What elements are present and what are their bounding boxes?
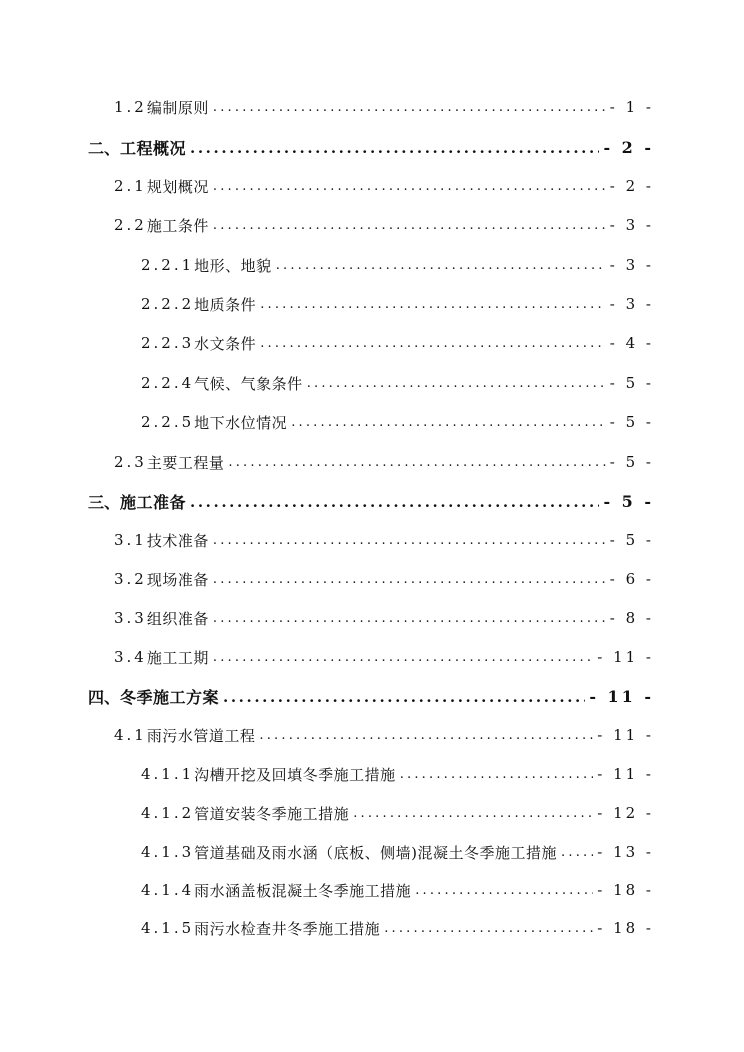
toc-entry-page: - 8 - xyxy=(609,609,654,627)
toc-entry-page: - 5 - xyxy=(609,374,654,392)
dot-leader xyxy=(190,135,599,159)
dot-leader xyxy=(561,840,593,864)
dot-leader xyxy=(223,684,585,708)
toc-entry-page: - 13 - xyxy=(597,843,654,861)
toc-entry-page: - 3 - xyxy=(609,256,654,274)
toc-entry-page: - 11 - xyxy=(597,765,654,783)
toc-entry-number: 2.2.1 xyxy=(141,256,195,274)
toc-entry[interactable] xyxy=(141,762,654,786)
toc-entry-number: 4.1.3 xyxy=(141,843,195,861)
toc-entry[interactable] xyxy=(88,489,654,513)
dot-leader xyxy=(400,762,594,786)
toc-entry[interactable] xyxy=(114,174,654,198)
toc-entry[interactable] xyxy=(114,450,654,474)
toc-entry-number: 2.2.5 xyxy=(141,413,195,431)
toc-entry-title: 沟槽开挖及回填冬季施工措施 xyxy=(194,765,396,784)
toc-entry[interactable] xyxy=(141,331,654,355)
toc-entry-title: 编制原则 xyxy=(146,98,209,117)
toc-entry-number: 4.1 xyxy=(114,726,147,744)
toc-entry-title: 现场准备 xyxy=(146,570,209,589)
toc-entry-number: 4.1.1 xyxy=(141,765,195,783)
toc-entry-page: - 12 - xyxy=(597,804,654,822)
toc-entry-title: 地形、地貌 xyxy=(194,256,272,275)
toc-entry-page: - 3 - xyxy=(609,216,654,234)
dot-leader xyxy=(276,253,606,277)
toc-entry-page: - 2 - xyxy=(603,137,654,157)
toc-entry[interactable] xyxy=(141,253,654,277)
dot-leader xyxy=(260,292,606,316)
dot-leader xyxy=(353,801,593,825)
toc-entry-page: - 3 - xyxy=(609,295,654,313)
toc-entry-page: - 11 - xyxy=(597,726,654,744)
toc-entry-page: - 5 - xyxy=(609,453,654,471)
toc-entry-title: 雨水涵盖板混凝土冬季施工措施 xyxy=(194,881,412,900)
dot-leader xyxy=(291,410,606,434)
toc-entry-page: - 18 - xyxy=(597,881,654,899)
toc-entry-page: - 5 - xyxy=(609,531,654,549)
dot-leader xyxy=(213,606,606,630)
toc-entry-title: 冬季施工方案 xyxy=(120,687,220,707)
toc-entry-title: 雨污水管道工程 xyxy=(146,726,256,745)
toc-entry-title: 主要工程量 xyxy=(146,453,225,472)
toc-entry-title: 组织准备 xyxy=(146,609,209,628)
toc-entry[interactable] xyxy=(114,528,654,552)
toc-entry-number: 4.1.2 xyxy=(141,804,195,822)
toc-entry-number: 2.3 xyxy=(114,453,147,471)
toc-entry-number: 2.1 xyxy=(114,177,147,195)
toc-entry-title: 技术准备 xyxy=(146,531,209,550)
dot-leader xyxy=(260,331,606,355)
dot-leader xyxy=(213,213,606,237)
toc-entry[interactable] xyxy=(114,213,654,237)
toc-entry-number: 1.2 xyxy=(114,98,147,116)
toc-entry-title: 施工工期 xyxy=(146,648,209,667)
toc-entry-title: 水文条件 xyxy=(194,334,257,353)
toc-entry[interactable] xyxy=(114,95,654,119)
toc-entry-page: - 6 - xyxy=(609,570,654,588)
toc-entry-number: 3.2 xyxy=(114,570,147,588)
toc-entry-number: 3.4 xyxy=(114,648,147,666)
toc-entry-number: 2.2.4 xyxy=(141,374,195,392)
toc-entry[interactable] xyxy=(141,916,654,940)
toc-entry-page: - 5 - xyxy=(609,413,654,431)
dot-leader xyxy=(307,371,606,395)
toc-entry-number: 2.2.2 xyxy=(141,295,195,313)
toc-entry-page: - 1 - xyxy=(609,98,654,116)
toc-entry[interactable] xyxy=(114,723,654,747)
toc-entry-title: 管道安装冬季施工措施 xyxy=(194,804,350,823)
dot-leader xyxy=(213,645,593,669)
toc-entry[interactable] xyxy=(114,645,654,669)
toc-entry[interactable] xyxy=(114,567,654,591)
dot-leader xyxy=(228,450,605,474)
toc-entry[interactable] xyxy=(88,135,654,159)
dot-leader xyxy=(415,878,593,902)
dot-leader xyxy=(259,723,593,747)
dot-leader xyxy=(213,567,606,591)
toc-entry[interactable] xyxy=(141,371,654,395)
toc-entry-title: 气候、气象条件 xyxy=(194,374,303,393)
toc-entry-title: 管道基础及雨水涵（底板、侧墙)混凝土冬季施工措施 xyxy=(194,843,558,862)
toc-entry-title: 地质条件 xyxy=(194,295,257,314)
toc-entry[interactable] xyxy=(114,606,654,630)
toc-entry-page: - 4 - xyxy=(609,334,654,352)
toc-entry-number: 二、 xyxy=(88,138,121,158)
toc-entry-number: 3.1 xyxy=(114,531,147,549)
toc-entry-number: 四、 xyxy=(88,687,121,707)
dot-leader xyxy=(213,528,606,552)
dot-leader xyxy=(384,916,593,940)
dot-leader xyxy=(190,489,599,513)
toc-entry[interactable] xyxy=(141,410,654,434)
dot-leader xyxy=(213,95,606,119)
toc-entry-page: - 2 - xyxy=(609,177,654,195)
toc-entry-number: 2.2.3 xyxy=(141,334,195,352)
dot-leader xyxy=(213,174,606,198)
toc-entry[interactable] xyxy=(88,684,654,708)
toc-entry-title: 施工条件 xyxy=(146,216,209,235)
toc-entry[interactable] xyxy=(141,840,654,864)
toc-entry[interactable] xyxy=(141,801,654,825)
toc-entry-page: - 11 - xyxy=(597,648,654,666)
toc-entry-page: - 18 - xyxy=(597,919,654,937)
toc-entry-number: 3.3 xyxy=(114,609,147,627)
toc-entry[interactable] xyxy=(141,878,654,902)
toc-entry-title: 雨污水检查井冬季施工措施 xyxy=(194,919,381,938)
toc-entry-number: 4.1.5 xyxy=(141,919,195,937)
toc-entry-title: 工程概况 xyxy=(120,138,187,158)
toc-entry-number: 三、 xyxy=(88,492,121,512)
toc-entry-page: - 5 - xyxy=(603,491,654,511)
toc-entry-page: - 11 - xyxy=(589,686,654,706)
toc-entry[interactable] xyxy=(141,292,654,316)
toc-entry-title: 规划概况 xyxy=(146,177,209,196)
toc-entry-number: 2.2 xyxy=(114,216,147,234)
toc-entry-number: 4.1.4 xyxy=(141,881,195,899)
toc-entry-title: 施工准备 xyxy=(120,492,187,512)
toc-entry-title: 地下水位情况 xyxy=(194,413,288,432)
